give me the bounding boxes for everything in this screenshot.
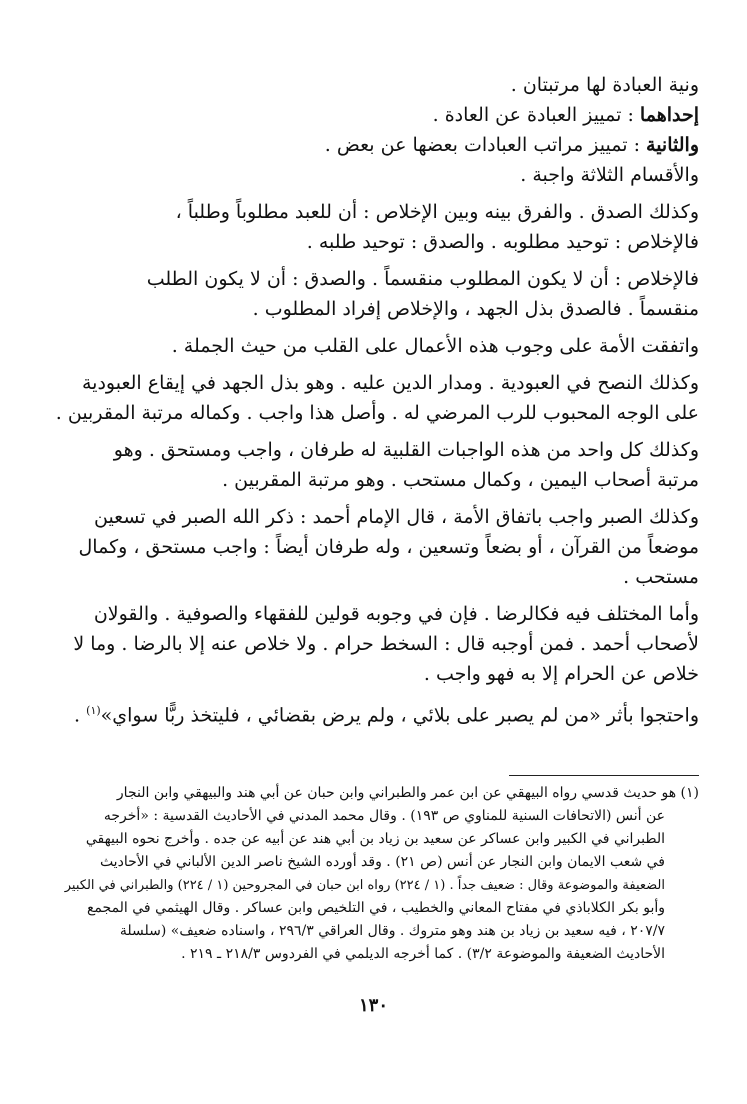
text-line: والأقسام الثلاثة واجبة . [520, 164, 699, 186]
text-line-rest: : تمييز العبادة عن العادة . [432, 104, 640, 126]
text-line-first-intent [50, 100, 699, 130]
footnote-line: ٢٠٧/٧ ، فيه سعيد بن زياد بن هند وهو متروك . وقال العراقي ٢٩٦/٣ ، واسناده ضعيف» (سلسلة [119, 923, 665, 939]
text-line: على الوجه المحبوب للرب المرضي له . وأصل هذا واجب . وكماله مرتبة المقربين . [55, 402, 699, 424]
text-line: لأصحاب أحمد . فمن أوجبه قال : السخط حرام . ولا خلاص عنه إلا بالرضا . وما لا [73, 633, 699, 655]
body-text [50, 70, 699, 730]
text-line-rest: : تمييز مراتب العبادات بعضها عن بعض . [324, 134, 647, 156]
text-line: وأما المختلف فيه فكالرضا . فإن في وجوبه قولين للفقهاء والصوفية . والقولان [93, 603, 699, 625]
period: . [74, 704, 87, 727]
text-line: مستحب . [623, 566, 699, 588]
text-line: خلاص عن الحرام إلا به فهو واجب . [423, 663, 699, 685]
page-number: ١٣٠ [358, 995, 388, 1016]
text-line: فالإخلاص : توحيد مطلوبه . والصدق : توحيد طلبه . [306, 231, 699, 253]
text-line: موضعاً من القرآن ، أو بضعاً وتسعين ، وله طرفان أيضاً : واجب مستحق ، وكمال [78, 536, 699, 558]
bold-term: والثانية [646, 134, 699, 156]
text-line: ونية العبادة لها مرتبتان . [510, 74, 699, 96]
text-line: وكذلك الصدق . والفرق بينه وبين الإخلاص : أن للعبد مطلوباً وطلباً ، [175, 201, 699, 223]
text-line-with-footnote [50, 696, 699, 730]
text-line: واتفقت الأمة على وجوب هذه الأعمال على القلب من حيث الجملة . [171, 335, 699, 357]
footnote-line: الأحاديث الضعيفة والموضوعة ٣/٢) . كما أخرجه الديلمي في الفردوس ٢١٨/٣ ـ ٢١٩ . [181, 946, 665, 962]
footnote-line: في شعب الايمان وابن النجار عن أنس (ص ٢١) . وقد أورده الشيخ ناصر الدين الألباني في الأحاديث [99, 854, 665, 870]
text-line-second-intent [50, 130, 699, 160]
text-line: مرتبة أصحاب اليمين ، وكمال مستحب . وهو مرتبة المقربين . [222, 469, 699, 491]
footnote-line: الطبراني في الكبير وابن عساكر عن سعيد بن زياد بن أبي هند عن أبيه عن جده . وأخرج نحوه البيهقي [85, 831, 665, 847]
footnote-line: (١) هو حديث قدسي رواه البيهقي عن ابن عمر والطبراني وابن حبان عن أبي هند والبيهقي وابن النجار [116, 785, 699, 801]
text-line: فالإخلاص : أن لا يكون المطلوب منقسماً . والصدق : أن لا يكون الطلب [146, 268, 699, 290]
footnote-reference[interactable]: (١) [86, 704, 101, 717]
footnote-line: الضعيفة والموضوعة وقال : ضعيف جداً . (١ / ٢٢٤) رواه ابن حبان في المجروحين (١ / ٢٢٤) والطبراني في الكبير [64, 878, 665, 893]
footnote-line: وأبو بكر الكلاباذي في مفتاح المعاني والخطيب ، في التلخيص وابن عساكر . وقال الهيثمي في المجمع [86, 900, 665, 916]
footnote-divider [509, 775, 699, 776]
text-line: منقسماً . فالصدق بذل الجهد ، والإخلاص إفراد المطلوب . [252, 298, 699, 320]
text-line: وكذلك كل واحد من هذه الواجبات القلبية له طرفان ، واجب ومستحق . وهو [113, 439, 699, 461]
footnotes-section [50, 782, 699, 966]
bold-term: إحداهما [639, 104, 699, 126]
footnote-line: عن أنس (الاتحافات السنية للمناوي ص ١٩٣) . وقال محمد المدني في الأحاديث القدسية : «أخرجه [103, 808, 665, 824]
quote-text: واحتجوا بأثر «من لم يصبر على بلائي ، ولم يرض بقضائي ، فليتخذ ربًّا سواي» [100, 704, 699, 727]
text-line: وكذلك النصح في العبودية . ومدار الدين عليه . وهو بذل الجهد في إيقاع العبودية [81, 372, 699, 394]
text-line: وكذلك الصبر واجب باتفاق الأمة ، قال الإمام أحمد : ذكر الله الصبر في تسعين [93, 506, 699, 528]
